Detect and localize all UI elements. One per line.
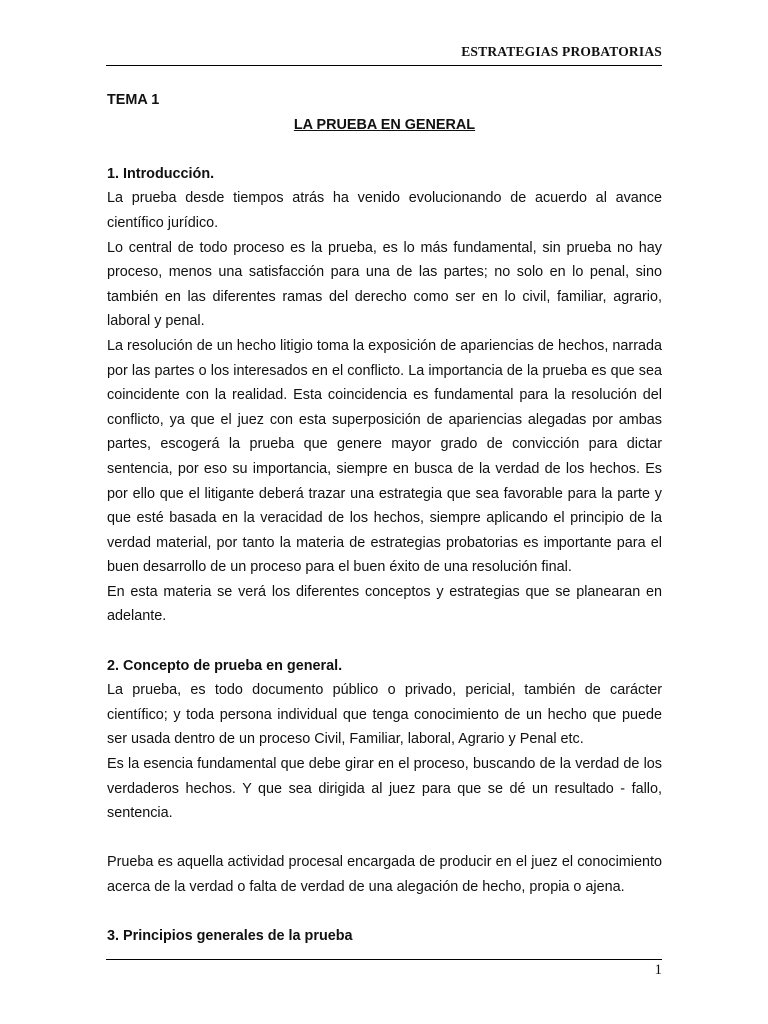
- spacer: [107, 900, 662, 925]
- paragraph: En esta materia se verá los diferentes conceptos y estrategias que se planearan en adelante.: [107, 583, 662, 625]
- page-number: 1: [654, 962, 662, 978]
- header-rule: [106, 65, 662, 66]
- spacer: [107, 826, 662, 851]
- spacer: [107, 137, 662, 162]
- page-content: [107, 88, 662, 949]
- section-heading-principios: 3. Principios generales de la prueba: [107, 928, 353, 945]
- paragraph: La resolución de un hecho litigio toma la exposición de apariencias de hechos, narrada por las partes o los interesados en el conflicto. La importancia de la prueba es que sea coincidente con la realidad. Esta coincidencia es fundamental para la resolución del conflicto, ya que el juez con esta superposición de apariencias alegadas por ambas partes, escogerá la prueba que genere mayor grado de convicción para dictar sentencia, por eso su importancia, siempre en busca de la verdad de los hechos. Es por ello que el litigante deberá trazar una estrategia que sea favorable para la parte y que esté basada en la veracidad de los hechos, siempre aplicando el principio de la verdad material, por tanto la materia de estrategias probatorias es importante para el buen desarrollo de un proceso para el buen éxito de una resolución final.: [107, 337, 662, 576]
- paragraph: La prueba, es todo documento público o privado, pericial, también de carácter científico; y toda persona individual que tenga conocimiento de un hecho que puede ser usada dentro de un proceso Civil, Familiar, laboral, Agrario y Penal etc.: [107, 682, 662, 748]
- paragraph: Prueba es aquella actividad procesal encargada de producir en el juez el conocimiento acerca de la verdad o falta de verdad de una alegación de hecho, propia o ajena.: [107, 854, 662, 895]
- spacer: [107, 629, 662, 654]
- paragraph: Es la esencia fundamental que debe girar en el proceso, buscando de la verdad de los verdaderos hechos. Y que sea dirigida al juez para que se dé un resultado - fallo, sentencia.: [107, 756, 662, 822]
- paragraph: Lo central de todo proceso es la prueba, es lo más fundamental, sin prueba no hay proceso, menos una satisfacción para una de las partes; no solo en lo penal, sino también en las diferentes ramas del derecho como ser en lo civil, familiar, agrario, laboral y penal.: [107, 239, 662, 330]
- section-heading-introduccion: 1. Introducción.: [107, 165, 215, 182]
- running-header: ESTRATEGIAS PROBATORIAS: [461, 44, 662, 59]
- section-heading-concepto: 2. Concepto de prueba en general.: [107, 657, 343, 674]
- document-title: LA PRUEBA EN GENERAL: [293, 116, 476, 133]
- tema-label: TEMA 1: [107, 92, 160, 108]
- footer-rule: [106, 959, 662, 960]
- paragraph: La prueba desde tiempos atrás ha venido evolucionando de acuerdo al avance científico jurídico.: [107, 190, 662, 231]
